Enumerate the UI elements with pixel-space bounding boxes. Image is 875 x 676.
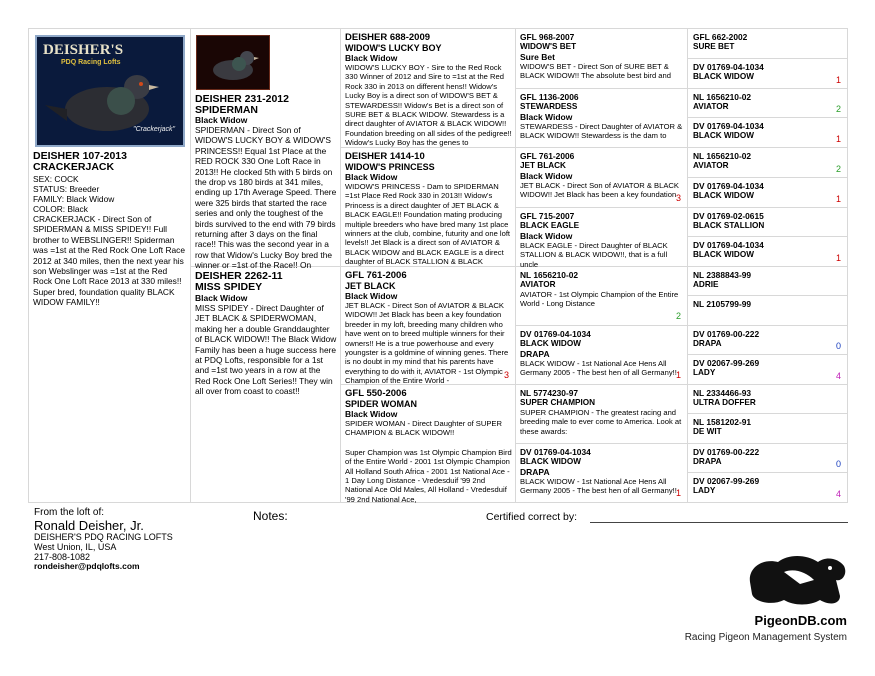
- gen3-name: WIDOW'S LUCKY BOY: [345, 43, 442, 53]
- gen3-band: GFL 550-2006: [345, 388, 407, 399]
- gen5-name: AVIATOR: [693, 102, 729, 111]
- gen5-number: 4: [835, 371, 841, 381]
- gen5-band: DV 01769-00-222: [693, 447, 760, 457]
- gen4-description: BLACK WIDOW - 1st National Ace Hens All Germany 2005 - The best hen of all Germany!!: [520, 359, 677, 378]
- grid-line: [687, 413, 847, 414]
- gen5-number: 2: [835, 104, 841, 114]
- gen5-band: NL 2388843-99: [693, 270, 752, 280]
- gen5-name: BLACK WIDOW: [693, 131, 754, 140]
- pigeondb-logo-icon: [744, 552, 848, 608]
- grid-line: [515, 88, 687, 89]
- gen5-number: 0: [835, 459, 841, 469]
- gen3-band: DEISHER 688-2009: [345, 32, 431, 43]
- grid-line: [28, 28, 848, 29]
- gen4-cell: [520, 329, 685, 382]
- gen5-cell: [693, 299, 845, 324]
- grid-line: [687, 236, 847, 237]
- gen5-band: GFL 662-2002: [693, 32, 748, 42]
- gen4-number: 3: [675, 193, 681, 203]
- photo-title: DEISHER'S: [43, 42, 124, 58]
- grid-line: [515, 266, 687, 267]
- gen4-color: Black Widow: [520, 231, 573, 241]
- gen4-name: SUPER CHAMPION: [520, 398, 596, 407]
- brand-tagline: Racing Pigeon Management System: [684, 632, 847, 643]
- gen3-name: JET BLACK: [345, 281, 396, 291]
- gen4-band: DV 01769-04-1034: [520, 447, 591, 457]
- gen3-description: WIDOW'S LUCKY BOY - Sire to the Red Rock 330 Winner of 2012 and Sire to =1st at the Red Rock 330 in 2013 on different hens!! Widow's Lucky Boy is a direct son of WIDOW'S BET & STEWARDESS!! Widow's Bet is a direct son of SURE BET & BLACK WIDOW. Stewardess is a direct daughter of AVIATOR & BLACK WIDOW!! Foundation breeding on all sides of the pedigree!! Widow's Lucky Boy has the genes to: [345, 63, 512, 148]
- gen3-number: 3: [503, 370, 509, 380]
- gen5-name: ADRIE: [693, 280, 719, 289]
- gen5-cell: [693, 62, 845, 87]
- gen4-description: AVIATOR - 1st Olympic Champion of the Entire World - Long Distance: [520, 290, 679, 309]
- gen4-number: 1: [675, 370, 681, 380]
- gen5-name: LADY: [693, 486, 716, 495]
- gen4-name: BLACK WIDOW: [520, 457, 581, 466]
- gen5-name: DRAPA: [693, 339, 722, 348]
- gen4-cell: [520, 447, 685, 500]
- gen5-band: DV 01769-04-1034: [693, 62, 764, 72]
- gen4-color: DRAPA: [520, 467, 550, 477]
- sire-pigeon-image: [197, 36, 269, 89]
- subject-cell: [33, 33, 187, 308]
- gen5-number: 4: [835, 489, 841, 499]
- grid-line: [687, 177, 847, 178]
- gen4-number: 2: [675, 311, 681, 321]
- gen4-color: Black Widow: [520, 171, 573, 181]
- gen3-name: SPIDER WOMAN: [345, 399, 417, 409]
- gen5-band: DV 01769-00-222: [693, 329, 760, 339]
- subject-photo: [35, 35, 185, 147]
- gen4-color: Sure Bet: [520, 52, 555, 62]
- gen4-cell: [520, 92, 685, 145]
- gen4-name: JET BLACK: [520, 161, 566, 170]
- photo-subtitle: PDQ Racing Lofts: [61, 59, 121, 66]
- gen5-cell: [693, 211, 845, 235]
- gen4-name: BLACK WIDOW: [520, 339, 581, 348]
- grid-line: [515, 325, 687, 326]
- gen5-cell: [693, 270, 845, 294]
- gen5-band: DV 02067-99-269: [693, 358, 760, 368]
- grid-line: [847, 28, 848, 502]
- gen5-number: 0: [835, 341, 841, 351]
- gen5-number: 1: [835, 194, 841, 204]
- dam-band: DEISHER 2262-11: [195, 270, 283, 282]
- gen4-color: DRAPA: [520, 349, 550, 359]
- sire-description: SPIDERMAN - Direct Son of WIDOW'S LUCKY BOY & WIDOW'S PRINCESS!! Equal 1st Place at the RED ROCK 330 One Loft Race in 2013!! He clocked 5th with 5 birds on the drop vs 180 birds at 341 miles, ending up 17th Average Speed. There were 325 birds that started the race series and only the toughest of the birds survived to the end with 79 birds returning after 3 days on the final race!! This was the second year in a row that Widow's Lucky Boy bred the winner or =1st of the Race!! On: [195, 125, 337, 271]
- gen5-name: BLACK WIDOW: [693, 72, 754, 81]
- gen3-cell: [345, 388, 513, 504]
- grid-line: [687, 443, 847, 444]
- gen3-color: Black Widow: [345, 53, 398, 63]
- gen3-description: JET BLACK - Direct Son of AVIATOR & BLACK WIDOW!! Jet Black has been a key foundation breeder in my loft, breeding many children who have went on to breed multiple winners for their owners!! He is a true powerhouse and every youngster is a goldmine of winning genes. There is no doubt in my mind that his parents have everything to do with it, AVIATOR - 1st Olympic Champion of the Entire World -: [345, 301, 509, 386]
- gen5-cell: [693, 181, 845, 206]
- gen5-cell: [693, 151, 845, 176]
- gen5-name: DRAPA: [693, 457, 722, 466]
- gen3-cell: [345, 270, 513, 386]
- gen5-number: 1: [835, 75, 841, 85]
- certified-label: Certified correct by:: [486, 511, 578, 523]
- notes-label: Notes:: [253, 509, 288, 523]
- gen3-cell: [345, 32, 513, 148]
- gen4-description: JET BLACK - Direct Son of AVIATOR & BLACK WIDOW!! Jet Black has been a key foundation: [520, 181, 679, 200]
- gen5-cell: [693, 358, 845, 383]
- grid-line: [687, 266, 847, 267]
- gen4-cell: [520, 270, 685, 323]
- subject-status: STATUS: Breeder: [33, 184, 100, 194]
- grid-line: [687, 28, 688, 502]
- footer-location: West Union, IL, USA: [34, 542, 117, 552]
- gen3-cell: [345, 151, 513, 267]
- gen3-color: Black Widow: [345, 409, 398, 419]
- grid-line: [515, 147, 687, 148]
- signature-line[interactable]: [590, 522, 848, 523]
- gen4-color: Black Widow: [520, 112, 573, 122]
- gen4-name: AVIATOR: [520, 280, 556, 289]
- gen5-name: ULTRA DOFFER: [693, 398, 756, 407]
- gen5-cell: [693, 329, 845, 353]
- dam-description: MISS SPIDEY - Direct Daughter of JET BLACK & SPIDERWOMAN, making her a double Granddaughter of BLACK WIDOW!! The Black Widow Family has been a huge success here at PDQ Lofts, responsible for a 1st and =1st two years in a row at the Red Rock One Loft Series!! They win all over from coast to coast!!: [195, 303, 337, 397]
- grid-line: [28, 502, 848, 503]
- gen5-cell: [693, 417, 845, 442]
- grid-line: [515, 28, 516, 502]
- gen5-name: DE WIT: [693, 427, 722, 436]
- footer-from-label: From the loft of:: [34, 507, 105, 518]
- sire-color: Black Widow: [195, 115, 248, 125]
- subject-color: COLOR: Black: [33, 204, 88, 214]
- gen3-name: WIDOW'S PRINCESS: [345, 162, 435, 172]
- sire-name: SPIDERMAN: [195, 104, 259, 116]
- gen5-band: NL 2105799-99: [693, 299, 752, 309]
- gen5-cell: [693, 32, 845, 57]
- gen5-number: 1: [835, 253, 841, 263]
- subject-band: DEISHER 107-2013: [33, 150, 127, 162]
- gen3-description: WIDOW'S PRINCESS - Dam to SPIDERMAN =1st Place Red Rock 330 in 2013!! Widow's Princess is a direct daughter of JET BLACK & BLACK EAGLE!! Foundation mating producing multiple breeders who have bred many 1st place winners at the club, combine, futurity and one loft levels!! Jet Black is a direct son of AVIATOR & BLACK WIDOW and BLACK EAGLE is a direct daughter of BLACK STALLION & BLACK: [345, 182, 511, 267]
- gen5-name: BLACK WIDOW: [693, 191, 754, 200]
- gen5-cell: [693, 388, 845, 412]
- gen4-band: NL 1656210-02: [520, 270, 579, 280]
- gen5-band: NL 2334466-93: [693, 388, 752, 398]
- gen5-band: NL 1656210-02: [693, 151, 752, 161]
- gen4-description: SUPER CHAMPION - The greatest racing and breeding male to ever come to America. Look at these awards:: [520, 408, 682, 436]
- grid-line: [515, 384, 687, 385]
- gen5-cell: [693, 476, 845, 501]
- gen5-band: NL 1581202-91: [693, 417, 752, 427]
- grid-line: [687, 147, 847, 148]
- gen4-band: GFL 715-2007: [520, 211, 575, 221]
- gen3-extra: Super Champion was 1st Olympic Champion Bird of the Entire World - 2001 1st Olympic Champion All Holland South Africa - 2001 1st National Ace - 1 Day Long Distance - Vredesduif '99 2nd National Ace Old Males, All Holland - Vredesduif '99 2nd National Ace,: [345, 447, 512, 504]
- gen4-band: DV 01769-04-1034: [520, 329, 591, 339]
- gen5-number: 2: [835, 164, 841, 174]
- gen5-band: DV 01769-04-1034: [693, 240, 764, 250]
- subject-name: CRACKERJACK: [33, 161, 115, 173]
- gen4-number: 1: [675, 488, 681, 498]
- grid-line: [687, 88, 847, 89]
- grid-line: [190, 28, 191, 502]
- grid-line: [687, 58, 847, 59]
- footer-phone: 217-808-1082: [34, 552, 91, 562]
- dam-name: MISS SPIDEY: [195, 281, 263, 293]
- gen3-band: GFL 761-2006: [345, 270, 407, 281]
- sire-band: DEISHER 231-2012: [195, 93, 289, 105]
- gen5-band: DV 02067-99-269: [693, 476, 760, 486]
- grid-line: [687, 207, 847, 208]
- gen5-cell: [693, 121, 845, 146]
- gen4-description: BLACK EAGLE - Direct Daughter of BLACK STALLION & BLACK WIDOW!!, that is a full uncle: [520, 241, 668, 269]
- sire-cell: [195, 33, 338, 271]
- grid-line: [515, 207, 687, 208]
- gen4-name: WIDOW'S BET: [520, 42, 577, 51]
- gen5-cell: [693, 92, 845, 116]
- gen5-cell: [693, 240, 845, 265]
- grid-line: [687, 325, 847, 326]
- grid-line: [515, 443, 687, 444]
- grid-line: [340, 28, 341, 502]
- subject-description: CRACKERJACK - Direct Son of SPIDERMAN & MISS SPIDEY!! Full brother to WEBSLINGER!! Spiderman was =1st at the Red Rock One Loft Race 2012 at 340 miles, then the next year his son Webslinger was =1st at the Red Rock One Loft Race 2013 at 330 miles!! Super bred, foundation quality BLACK WIDOW FAMILY!!: [33, 214, 185, 308]
- grid-line: [687, 117, 847, 118]
- grid-line: [687, 354, 847, 355]
- gen5-name: SURE BET: [693, 42, 735, 51]
- brand-name: PigeonDB.com: [754, 613, 847, 628]
- gen5-name: LADY: [693, 368, 716, 377]
- gen5-band: NL 1656210-02: [693, 92, 752, 102]
- gen3-description: SPIDER WOMAN - Direct Daughter of SUPER CHAMPION & BLACK WIDOW!!: [345, 419, 502, 438]
- gen4-description: WIDOW'S BET - Direct Son of SURE BET & BLACK WIDOW!! The absolute best bird and: [520, 62, 671, 81]
- gen5-name: BLACK STALLION: [693, 221, 765, 230]
- gen5-cell: [693, 447, 845, 471]
- gen4-cell: [520, 388, 685, 441]
- gen4-name: BLACK EAGLE: [520, 221, 580, 230]
- gen4-description: STEWARDESS - Direct Daughter of AVIATOR & BLACK WIDOW!! Stewardess is the dam to: [520, 122, 683, 141]
- gen5-name: AVIATOR: [693, 161, 729, 170]
- gen5-band: DV 01769-02-0615: [693, 211, 764, 221]
- gen4-band: GFL 968-2007: [520, 32, 575, 42]
- gen4-description: BLACK WIDOW - 1st National Ace Hens All Germany 2005 - The best hen of all Germany!!: [520, 477, 677, 496]
- footer-email[interactable]: rondeisher@pdqlofts.com: [34, 561, 140, 571]
- gen5-band: DV 01769-04-1034: [693, 121, 764, 131]
- gen3-band: DEISHER 1414-10: [345, 151, 425, 162]
- gen4-band: GFL 1136-2006: [520, 92, 579, 102]
- footer-owner: Ronald Deisher, Jr.: [34, 518, 144, 533]
- photo-caption: "Crackerjack": [133, 126, 175, 133]
- gen4-cell: [520, 151, 685, 205]
- footer-loft: DEISHER'S PDQ RACING LOFTS: [34, 532, 173, 542]
- grid-line: [28, 28, 29, 502]
- grid-line: [687, 384, 847, 385]
- gen5-number: 1: [835, 134, 841, 144]
- dam-cell: [195, 270, 338, 498]
- dam-color: Black Widow: [195, 293, 248, 303]
- subject-sex: SEX: COCK: [33, 174, 79, 184]
- subject-family: FAMILY: Black Widow: [33, 194, 115, 204]
- gen4-name: STEWARDESS: [520, 102, 578, 111]
- gen4-band: GFL 761-2006: [520, 151, 575, 161]
- gen4-band: NL 5774230-97: [520, 388, 579, 398]
- gen3-color: Black Widow: [345, 172, 398, 182]
- gen5-band: DV 01769-04-1034: [693, 181, 764, 191]
- gen3-color: Black Widow: [345, 291, 398, 301]
- grid-line: [687, 472, 847, 473]
- gen4-cell: [520, 211, 685, 269]
- sire-photo: [196, 35, 270, 90]
- gen5-name: BLACK WIDOW: [693, 250, 754, 259]
- grid-line: [687, 295, 847, 296]
- gen4-cell: [520, 32, 685, 86]
